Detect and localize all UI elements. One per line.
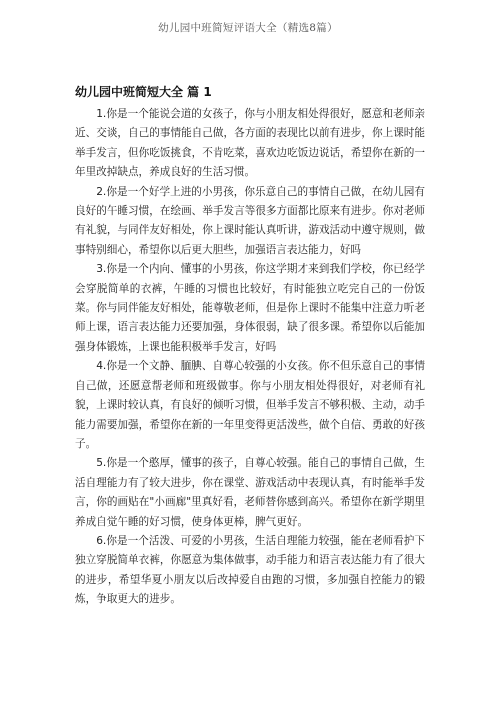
paragraph-1: 1.你是一个能说会道的女孩子，你与小朋友相处得很好，愿意和老师亲近、交谈，自己的事情能自己做，各方面的表现比以前有进步，你上课时能举手发言，但你吃饭挑食，不肯吃菜，喜欢边吃饭边说话，希望你在新的一年里改掉缺点，养成良好的生活习惯。 [75,108,425,179]
document-body [75,84,425,610]
document-header: 幼儿园中班简短评语大全（精选8篇） [158,22,338,34]
paragraph-2: 2.你是一个好学上进的小男孩，你乐意自己的事情自己做，在幼儿园有良好的午睡习惯，在绘画、举手发言等很多方面都比原来有进步。你对老师有礼貌，与同伴友好相处，你上课时能认真听讲，游戏活动中遵守规则，做事特别细心，希望你以后更大胆些，加强语言表达能力，好吗 [75,185,425,256]
paragraph-3: 3.你是一个内向、懂事的小男孩，你这学期才来到我们学校，你已经学会穿脱简单的衣裤，午睡的习惯也比较好，有时能独立吃完自己的一份饭菜。你与同伴能友好相处，能尊敬老师，但是你上课时不能集中注意力听老师上课，语言表达能力还要加强，身体很弱，缺了很多课。希望你以后能加强身体锻炼，上课也能积极举手发言，好吗 [75,263,425,353]
paragraph-4: 4.你是一个文静、腼腆、自尊心较强的小女孩。你不但乐意自己的事情自己做，还愿意帮老师和班级做事。你与小朋友相处得很好，对老师有礼貌，上课时较认真，有良好的倾听习惯，但举手发言不够积极、主动，动手能力需要加强，希望你在新的一年里变得更活泼些，做个自信、勇敢的好孩子。 [75,360,425,450]
paragraph-6: 6.你是一个活泼、可爱的小男孩，生活自理能力较强，能在老师看护下独立穿脱简单衣裤，你愿意为集体做事，动手能力和语言表达能力有了很大的进步，希望华夏小朋友以后改掉爱自由跑的习惯，多加强自控能力的锻炼，争取更大的进步。 [75,534,425,606]
paragraph-5: 5.你是一个憨厚，懂事的孩子，自尊心较强。能自己的事情自己做，生活自理能力有了较大进步，你在课堂、游戏活动中表现认真，有时能举手发言，你的画贴在"小画廊"里真好看，老师替你感到高兴。希望你在新学期里养成自觉午睡的好习惯，使身体更棒，脾气更好。 [75,457,425,528]
section-title: 幼儿园中班简短大全 篇 1 [75,85,212,99]
